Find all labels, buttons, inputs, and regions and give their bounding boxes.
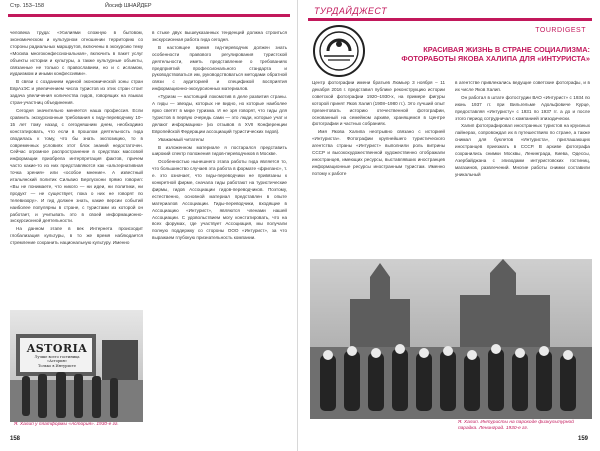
left-page-header <box>0 0 298 22</box>
running-author: Йосиф ШНАЙДЕР <box>105 3 152 9</box>
paragraph: На данном этапе в век Интернета происходит глобализация культуры, в то же время наблюдается стремление сохранить национальную культуру. Именно <box>10 226 143 246</box>
photo-tourists-steamer <box>310 259 592 419</box>
photo-caption-right: Я. Халип. Интуристы на пароходе физкультурной парадка. Ленинград. 1930-е гг. <box>458 420 574 431</box>
intourist-logo-icon <box>310 22 368 80</box>
paragraph: В настоящее время гид-переводчик должен знать особенности правового регулирования туристской деятельности, иметь представление о требованиях предприятий профессионального стандарта и руководствоваться им, руководствоваться методами обратной связи с аудиторией и спецификой восприятия информационно-экскурсионных материалов. <box>152 44 287 92</box>
section-rubric: ТУРДАЙДЖЕСТ <box>314 6 388 16</box>
left-column-1 <box>10 30 143 304</box>
paragraph: Особенностью нынешнего этапа работы гида является то, что большинство случаев эта работа в формате «фриланс», т. е. это означает, что гиды-переводчики не привязаны к конкретной фирме, сначала гиды работают на туристические фирмы, гидов Ассоциации гидов-переводчиков. Поэтому, естественно, основной материал представлен в опыте материалов Ассоциации. Гиды-переводчики, входящие в Ассоциацию «Интурист», являются членами нашей Ассоциации. С удовольствием могу констатировать, что на всех форумах, где участвует Ассоциация, мы получали полную поддержку со стороны ООО «Интурист», за что выражаем глубокую признательность компании. <box>152 159 287 241</box>
header-rule <box>308 18 592 21</box>
paragraph: Сегодня значительно меняется наша профессия. Если сравнить экскурсионные требования к гиду-переводчику 10–15 лет тому назад с сегодняшним днем, необходимо констатировать, что если в прошлом деятельность гида сводилась к тому, что бы знать экспозицию, то в современных условиях этот блок знаний недостаточен. Сейчас огромное распространение в средствах массовой информации приобрела интерпретация фактов, причем часто какие-то из них представляются как «альтернативная точка зрения» или «особое мнение». А известный итальянский политик Сильвио Берлускони прямо говорил: «Вы не понимаете, что никого — ни идеи, ни политики, ни продукт — не существует, пока о них не говорят по телевизору». И гид должен знать, какие версии событий наиболее популярны в стране, с туристами из которой он работает, и учитывать это в своей информационно-экскурсионной деятельности. <box>10 107 143 224</box>
paragraph: в стыке двух вышеуказанных тенденций должна строиться экскурсионная работа гида сегодня. <box>152 30 287 42</box>
photo-caption-left: Я. Халип у платформы «Астория». 1930-е гг. <box>14 422 119 427</box>
header-rule <box>8 14 290 17</box>
paragraph: Уважаемый читатель! <box>158 136 205 142</box>
right-column-2 <box>455 80 590 258</box>
sign-small-text: Только в Интуристе <box>38 363 76 368</box>
paragraph: человека труда: «Усилиями сложную в бытовом, экономическом и культурном отношении территорию со стороны радиальных маршрутов, включены в экскурсию тему «Москва многоконфессиональная», включить в пакет услуг объекты истории и культуры, а также культурные объекты, связанные не только с православием, но и с исламом, иудаизмом и иными конфессиями». <box>10 30 143 77</box>
page-range: Стр. 153–158 <box>10 3 45 9</box>
sign-title: ASTORIA <box>26 342 88 355</box>
paragraph: Центр фотографии имени братьев Люмьер 3 ноября – 11 декабря 2016 г. представил публике реконструкцию истории советской фотографии 1920–1930-х, на примере фигуры которой принят Яков Халип (1908–1980 гг.). Это лучший опыт презентовать историю отечественной фотографии, основанный на семейном архиве, хранящемся в Центре фотографии и частных собраниях. <box>312 80 445 127</box>
paragraph: В изложенном материале я постарался представить широкий спектр положения гидов-переводчиков в Москве. <box>152 144 287 157</box>
left-column-2 <box>152 30 287 435</box>
right-column-1 <box>312 80 445 258</box>
page-number: 159 <box>577 436 588 442</box>
paragraph: Халип фотографировал иностранных туристов на круизных лайнерах, сопровождал их в путешествиях по стране, а также снимал для буклетов «Интуриста», приглашающих иностранцев приезжать в СССР. В архиве фотографа сохранились снимки Москвы, Ленинграда, Киева, Одессы, Азербайджана с эпизодами интуристовских гостиниц, магазинов, развлечений. Многие работы снимки составили уникальный <box>455 123 590 177</box>
section-subrubric: TOURDIGEST <box>535 27 586 34</box>
paragraph: В связи с созданием единой экономической зоны стран ЕврАзЭС и увеличением числа туристов из этих стран стоит задача увеличения количества гидов, говорящих на языках стран-участниц объединения. <box>10 79 143 106</box>
article-title: КРАСИВАЯ ЖИЗНЬ В СТРАНЕ СОЦИАЛИЗМА: ФОТОРАБОТЫ ЯКОВА ХАЛИПА ДЛЯ «ИНТУРИСТА» <box>401 45 590 64</box>
paragraph: Имя Якова Халипа неотрывно связано с историей «Интуриста». Фотографии крупнейшего туристического агентства страны «Интурист» выполнили роль витрины СССР и высокохудожественной художественно отображали иностранцев, имеющих ресурсы, выставлявших иностранцев информационные ресурсы иностранным туристам. Именно потому к работе <box>312 129 445 176</box>
paragraph: Он работал в штате фотостудии ВАО «Интурист» с 1934 по июнь 1937 гг. при Вильгельме Адольфовиче Курце, предоставляя «Интуристу» с 1931 по 1937 гг. а до и после этого период сотрудничал с компанией эпизодически. <box>455 94 590 121</box>
paragraph: «Туризм — настоящий локомотив в деле развития страны. А гиды — звезды, которых не видно, но которые наиболее ярко светят в мире туризма. И не зря говорят, что гиды для туристов в первую очередь сами — это люди, которые учат и делают информацию» (из отзывов в XVII Конференции Европейской Федерации ассоциаций туристических гидов). <box>152 94 287 134</box>
right-page-header <box>300 0 600 24</box>
photo-sign-text <box>24 342 90 368</box>
sign-subtitle: Лучше всего гостиница «Астория» <box>34 355 80 364</box>
paragraph: в агентстве привлекались ведущие советские фотографы, и в их числе Яков Халип. <box>455 80 590 92</box>
page-number: 158 <box>10 436 21 442</box>
